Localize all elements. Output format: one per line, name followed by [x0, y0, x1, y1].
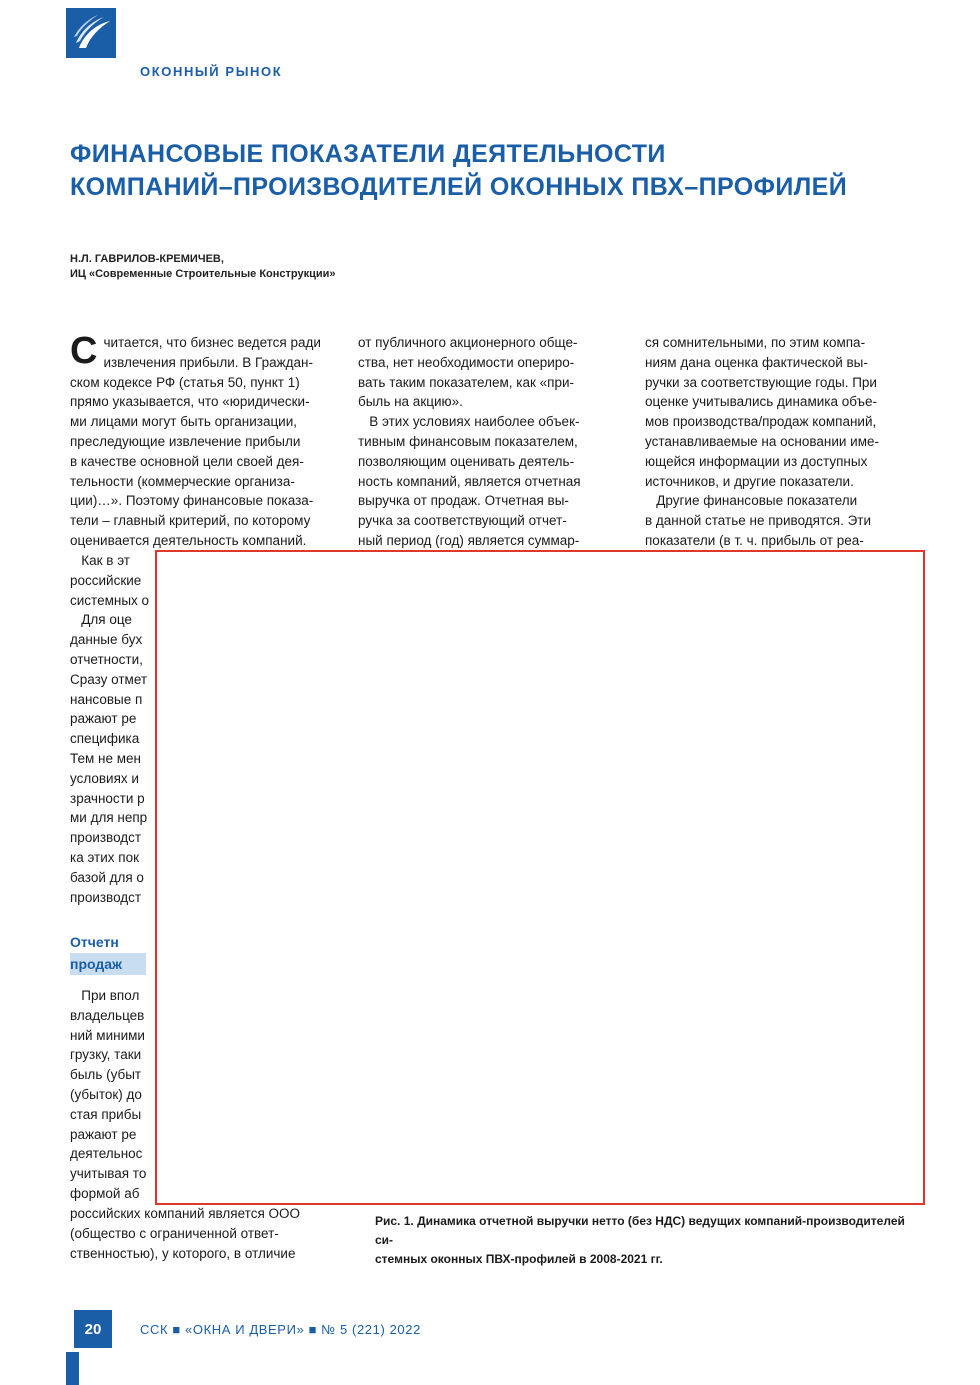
column-1: [70, 330, 336, 551]
text-line: позволяющим оценивать деятель-: [358, 453, 575, 469]
text-line: специфика: [70, 731, 140, 747]
text-line: нансовые п: [70, 691, 143, 707]
author-block: [70, 252, 336, 282]
text-line: показатели (в т. ч. прибыль от реа-: [645, 532, 864, 548]
page-number: 20: [84, 1320, 102, 1338]
section-label: ОКОННЫЙ РЫНОК: [140, 64, 283, 79]
text-line: отчетности,: [70, 651, 143, 667]
text-line: учитывая то: [70, 1166, 147, 1182]
figure-caption-line2: стемных оконных ПВХ-профилей в 2008-2021 гг.: [375, 1252, 663, 1266]
text-line: формой аб: [70, 1185, 140, 1201]
drop-cap: С: [70, 330, 98, 372]
text-line: ся сомнительными, по этим компа-: [645, 335, 866, 350]
text-line: преследующие извлечение прибыли: [70, 433, 301, 449]
text-line: выручка от продаж. Отчетная вы-: [358, 493, 569, 509]
text-line: базой для о: [70, 869, 144, 885]
text-line: В этих условиях наиболее объек-: [358, 414, 580, 430]
text-line: ручки за соответствующие годы. При: [645, 374, 877, 390]
text-line: ка этих пок: [70, 849, 140, 865]
article-title-line1: ФИНАНСОВЫЕ ПОКАЗАТЕЛИ ДЕЯТЕЛЬНОСТИ: [70, 140, 666, 168]
journal-footer: ССК ■ «ОКНА И ДВЕРИ» ■ № 5 (221) 2022: [140, 1322, 421, 1337]
column-2: [358, 333, 624, 551]
text-line: ском кодексе РФ (статья 50, пункт 1): [70, 374, 300, 390]
text-line: оценке учитывались динамика объе-: [645, 394, 877, 410]
text-line: грузку, таки: [70, 1047, 142, 1063]
text-line: мов производства/продаж компаний,: [645, 414, 877, 430]
text-line: тельности (коммерческие организа-: [70, 473, 295, 489]
text-line: При впол: [70, 988, 140, 1003]
text-line: данные бух: [70, 632, 143, 648]
text-line: системных о: [70, 592, 150, 608]
text-line: ющейся информации из доступных: [645, 453, 868, 469]
figure-placeholder: [155, 550, 925, 1205]
text-line: ства, нет необходимости опериро-: [358, 354, 575, 370]
text-line: читается, что бизнес ведется ради: [103, 335, 321, 350]
text-line: ми лицами могут быть организации,: [70, 414, 298, 430]
text-line: российские: [70, 572, 142, 588]
text-line: ции)…». Поэтому финансовые показа-: [70, 493, 314, 509]
text-line: ный период (год) является суммар-: [358, 532, 580, 548]
publisher-swoosh-icon: [66, 45, 116, 62]
article-title-line2: КОМПАНИЙ–ПРОИЗВОДИТЕЛЕЙ ОКОННЫХ ПВХ–ПРОФИЛЕЙ: [70, 173, 848, 201]
figure-caption: [375, 1212, 920, 1269]
subheading-line2: продаж: [70, 953, 146, 975]
text-line: ственностью), у которого, в отличие: [70, 1245, 296, 1261]
text-line: зрачности р: [70, 790, 145, 806]
text-line: в качестве основной цели своей дея-: [70, 453, 304, 469]
text-line: российских компаний является ООО: [70, 1206, 301, 1221]
text-line: ражают ре: [70, 1126, 137, 1142]
text-line: в данной статье не приводятся. Эти: [645, 513, 871, 529]
text-line: источников, и другие показатели.: [645, 473, 854, 489]
figure-caption-line1: Рис. 1. Динамика отчетной выручки нетто (без НДС) ведущих компаний-производителей си-: [375, 1214, 905, 1247]
text-line: деятельнос: [70, 1146, 143, 1162]
text-line: быль (убыт: [70, 1067, 142, 1083]
subheading-line1: Отчетн: [70, 934, 119, 950]
text-line: вать таким показателем, как «при-: [358, 374, 574, 390]
text-line: прямо указывается, что «юридически-: [70, 394, 310, 410]
text-line: Другие финансовые показатели: [645, 493, 858, 509]
text-line: производст: [70, 830, 142, 846]
article-title: [70, 138, 930, 204]
column-1-closing: [70, 1204, 350, 1263]
text-line: тивным финансовым показателем,: [358, 433, 578, 449]
corner-decoration: [66, 1352, 79, 1385]
text-line: извлечения прибыли. В Граждан-: [103, 354, 313, 370]
text-line: условиях и: [70, 770, 139, 786]
author-affiliation: ИЦ «Современные Строительные Конструкции»: [70, 268, 336, 280]
text-line: владельцев: [70, 1007, 145, 1023]
text-line: оценивается деятельность компаний.: [70, 532, 307, 548]
text-line: ражают ре: [70, 711, 137, 727]
text-line: устанавливаемые на основании име-: [645, 433, 879, 449]
text-line: (общество с ограниченной ответ-: [70, 1225, 279, 1241]
subheading: [70, 931, 146, 975]
text-line: производст: [70, 889, 142, 905]
author-name: Н.Л. ГАВРИЛОВ-КРЕМИЧЕВ,: [70, 253, 224, 265]
text-line: от публичного акционерного обще-: [358, 335, 578, 350]
page-number-badge: [74, 1310, 112, 1348]
paragraph-dropcap: [70, 330, 336, 551]
text-line: Для оце: [70, 612, 132, 628]
text-line: ний миними: [70, 1027, 145, 1043]
text-line: (убыток) до: [70, 1086, 142, 1102]
text-line: ми для непр: [70, 810, 148, 826]
text-line: тели – главный критерий, по которому: [70, 513, 311, 529]
text-line: Как в эт: [70, 553, 130, 568]
text-line: Тем не мен: [70, 750, 141, 766]
text-line: ность компаний, является отчетная: [358, 473, 581, 489]
column-3: [645, 333, 915, 551]
text-line: стая прибы: [70, 1106, 142, 1122]
publisher-logo: [66, 8, 116, 58]
text-line: быль на акцию».: [358, 394, 463, 410]
text-line: ручка за соответствующий отчет-: [358, 513, 567, 529]
text-line: ниям дана оценка фактической вы-: [645, 354, 868, 370]
text-line: Сразу отмет: [70, 671, 148, 687]
